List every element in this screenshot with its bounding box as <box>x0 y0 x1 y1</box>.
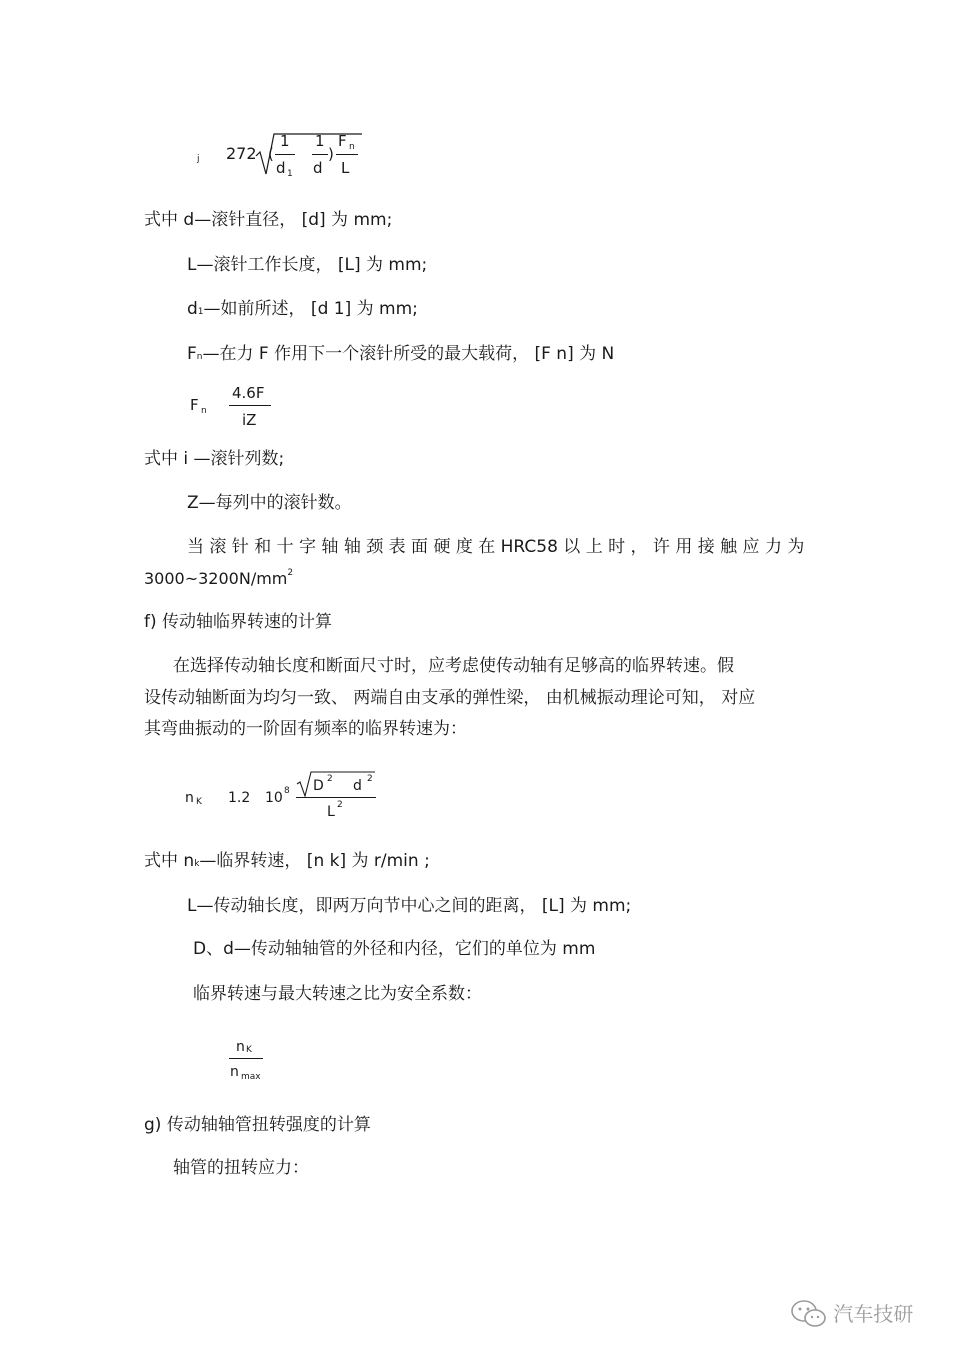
formula1-frac1-num: 1 <box>280 132 290 150</box>
allowable-stress-value: 3000~3200N/mm <box>144 569 288 588</box>
formula1-frac1-den: d <box>276 159 286 177</box>
formula1-frac3-num: F <box>338 132 347 150</box>
formula3-lhs-sub: K <box>196 797 202 807</box>
definition-L: L—滚针工作长度， [L] 为 mm; <box>187 255 428 275</box>
formula1-close-paren: ) <box>328 145 334 163</box>
formula3-bar <box>296 797 376 798</box>
formula3-pow-base: 10 <box>265 790 283 806</box>
definition-i: 式中 i —滚针列数; <box>144 449 285 469</box>
safety-factor-sentence: 临界转速与最大转速之比为安全系数： <box>193 984 482 1004</box>
section-g-para-line-1: 轴管的扭转应力： <box>173 1158 309 1178</box>
formula4-num-sub: K <box>246 1045 252 1055</box>
hardness-sentence: 当 滚 针 和 十 字 轴 轴 颈 表 面 硬 度 在 HRC58 以 上 时 ， 许 用 接 触 应 力 为 <box>187 537 805 557</box>
definition-d1-symbol: d <box>187 299 198 319</box>
formula2-lhs-sub: n <box>201 406 207 416</box>
formula1-frac3-bar <box>336 154 358 155</box>
formula3-num-d: d <box>353 778 362 794</box>
formula3-den: L <box>327 804 335 820</box>
definition-nk-sub: k <box>194 859 200 869</box>
formula3-lhs: n <box>185 790 194 806</box>
formula3-coef: 1.2 <box>228 790 251 806</box>
formula4-den-sub: max <box>241 1072 261 1082</box>
formula1-frac3-den: L <box>341 159 350 177</box>
section-f-para-line-1: 在选择传动轴长度和断面尺寸时，应考虑使传动轴有足够高的临界转速。假 <box>173 656 734 676</box>
formula1-open-paren: ( <box>268 145 274 163</box>
watermark-text: 汽车技研 <box>833 1302 914 1326</box>
formula1-frac2-den: d <box>313 159 323 177</box>
definition-Fn-text: —在力 F 作用下一个滚针所受的最大载荷， [F n] 为 N <box>202 344 615 364</box>
definition-Fn-sub: n <box>196 352 203 362</box>
formula4-num: n <box>236 1039 245 1055</box>
definition-d1-sub: 1 <box>197 307 204 317</box>
formula2-den: iZ <box>242 411 257 429</box>
formula1-frac2-num: 1 <box>315 132 325 150</box>
definition-d: 式中 d—滚针直径， [d] 为 mm; <box>144 210 393 230</box>
definition-nk-text: —临界转速， [n k] 为 r/min ; <box>199 851 430 871</box>
definition-nk-symbol: 式中 n <box>144 851 195 871</box>
formula3-den-exp: 2 <box>337 800 343 810</box>
definition-Fn-symbol: F <box>187 344 197 364</box>
formula1-lhs: j <box>197 154 200 164</box>
formula3-pow-exp: 8 <box>284 786 290 796</box>
formula1-coef: 272 <box>226 144 257 163</box>
definition-Z: Z—每列中的滚针数。 <box>187 493 352 513</box>
formula4-den: n <box>230 1064 239 1080</box>
formula3-num-D: D <box>313 778 324 794</box>
definition-d1-text: —如前所述， [d 1] 为 mm; <box>203 299 418 319</box>
definition-d1 <box>187 301 418 318</box>
allowable-stress-sup: 2 <box>287 568 294 578</box>
formula2-lhs: F <box>190 396 199 414</box>
sqrt-sign-icon-2 <box>295 770 377 798</box>
formula1-frac1-bar <box>275 154 295 155</box>
section-f-heading: f) 传动轴临界转速的计算 <box>144 612 333 632</box>
wechat-icon <box>790 1298 828 1330</box>
section-g-heading: g) 传动轴轴管扭转强度的计算 <box>144 1115 371 1135</box>
watermark <box>790 1298 913 1330</box>
definition-L2: L—传动轴长度，即两万向节中心之间的距离， [L] 为 mm; <box>187 896 632 916</box>
formula1-frac1-den-sub: 1 <box>287 169 293 179</box>
allowable-stress <box>144 568 294 588</box>
definition-nk <box>144 853 430 870</box>
formula2-num: 4.6F <box>232 384 265 402</box>
formula3-num-d-exp: 2 <box>367 774 373 784</box>
formula1-frac2-bar <box>312 154 328 155</box>
section-f-para-line-3: 其弯曲振动的一阶固有频率的临界转速为： <box>144 719 467 739</box>
formula4-bar <box>229 1058 263 1059</box>
definition-Dd: D、d—传动轴轴管的外径和内径，它们的单位为 mm <box>193 939 596 959</box>
definition-Fn <box>187 346 614 363</box>
formula3-num-D-exp: 2 <box>327 774 333 784</box>
section-f-para-line-2: 设传动轴断面为均匀一致、 两端自由支承的弹性梁， 由机械振动理论可知， 对应 <box>144 688 756 708</box>
formula1-frac3-num-sub: n <box>349 142 355 152</box>
formula2-bar <box>229 405 271 406</box>
